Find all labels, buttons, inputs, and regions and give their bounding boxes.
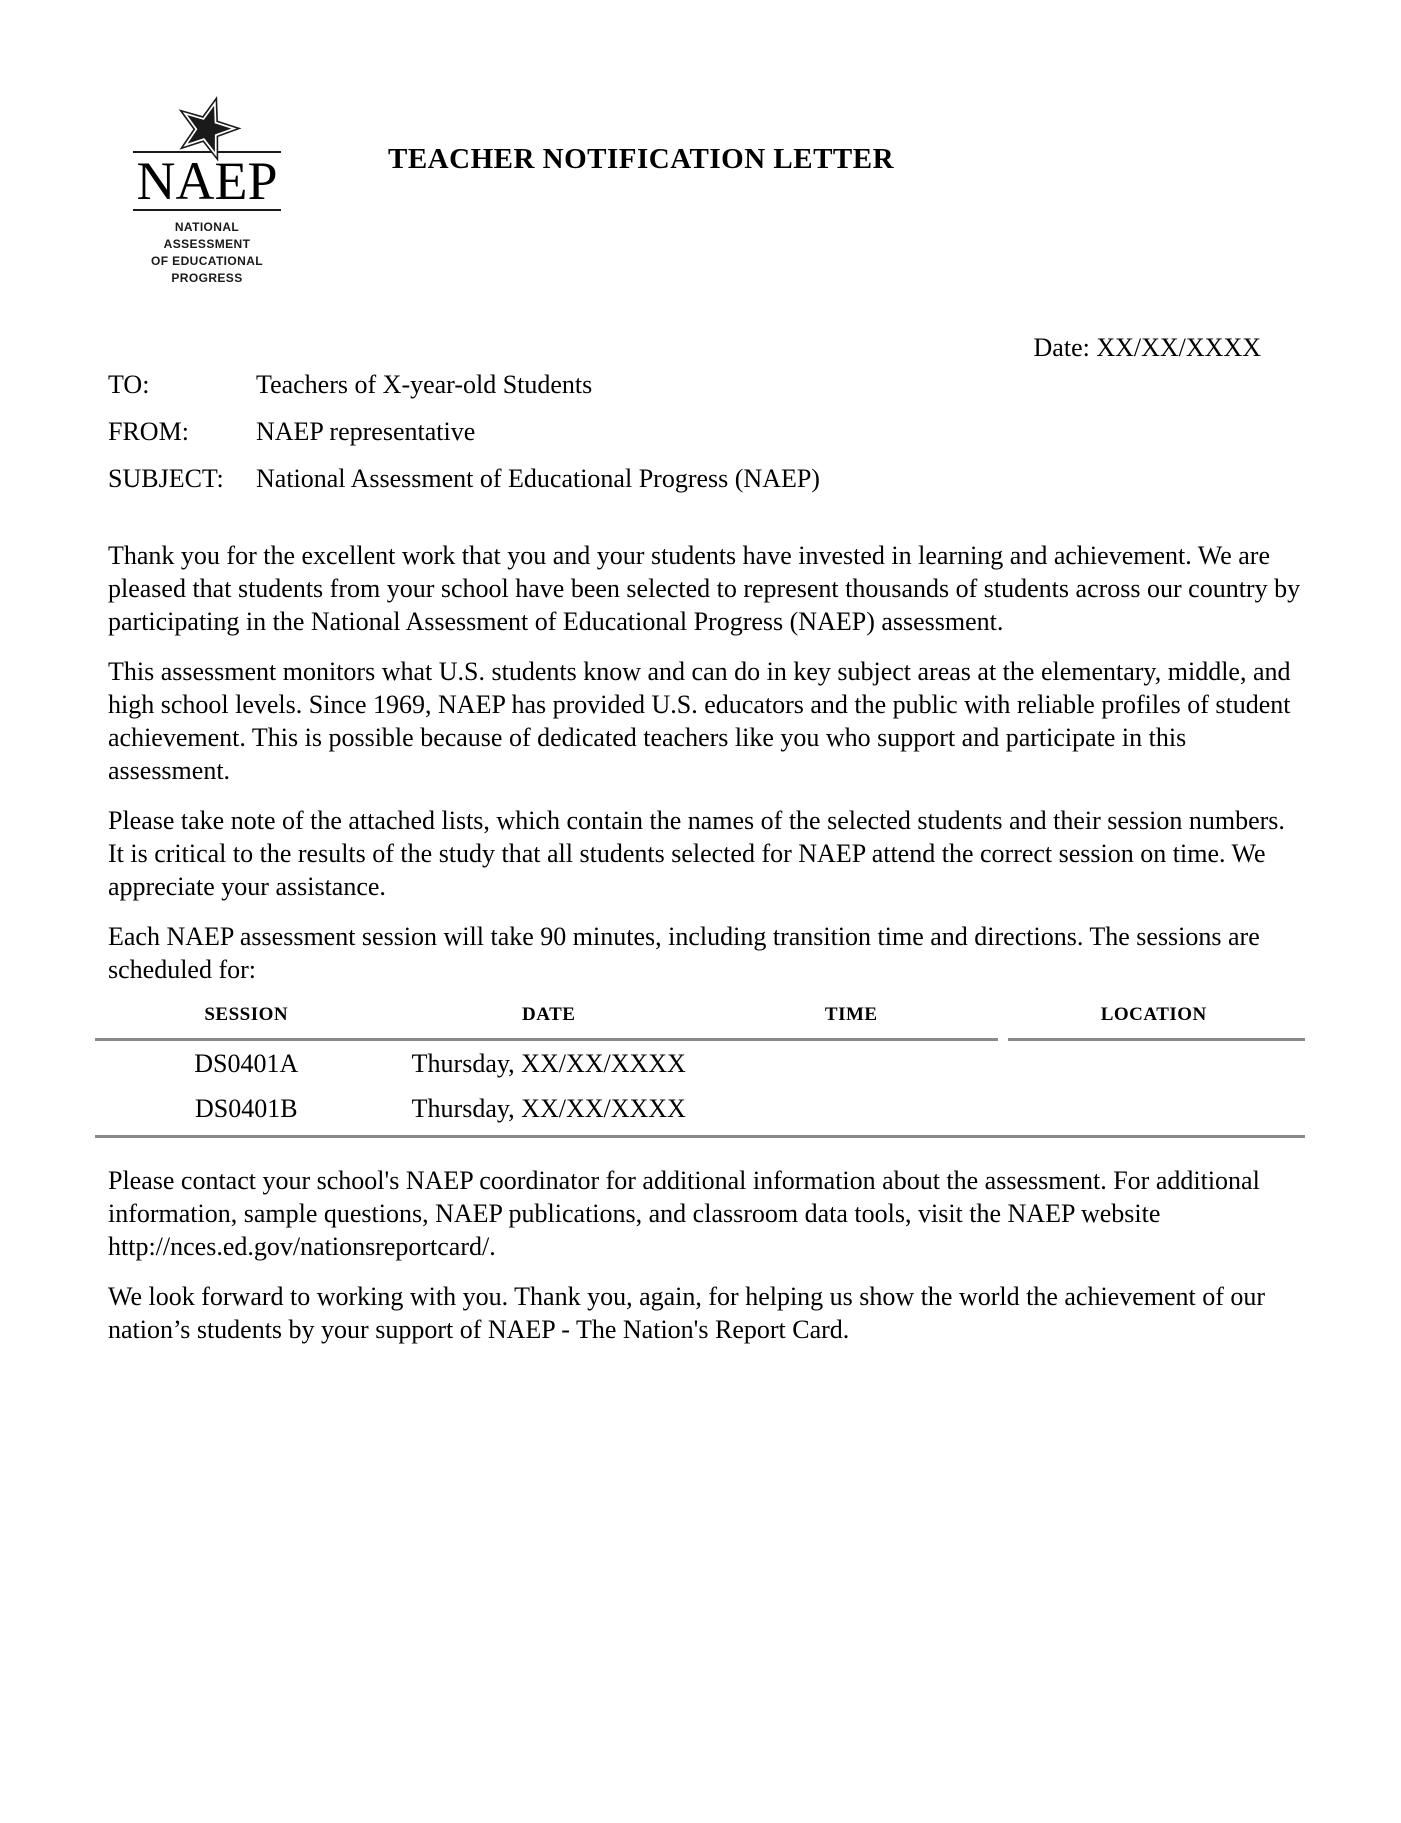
session-b-time: [700, 1086, 1003, 1137]
logo-caption: [133, 219, 281, 287]
column-header-session: SESSION: [95, 1004, 398, 1040]
session-b-location: [1003, 1086, 1306, 1137]
session-b-id: DS0401B: [95, 1086, 398, 1137]
date-line: Date: XX/XX/XXXX: [1033, 333, 1261, 362]
paragraph-contact-coordinator: Please contact your school's NAEP coordinator for additional information about the assessment. For additional information, sample questions, NAEP publications, and classroom data tools, visit the NAEP website http://nces.ed.gov/nationsreportcard/.: [108, 1166, 1260, 1261]
page-title: TEACHER NOTIFICATION LETTER: [388, 143, 895, 175]
table-row-session-b: [95, 1086, 1305, 1137]
session-a-date: Thursday, XX/XX/XXXX: [411, 1049, 686, 1078]
header-rule-gap: [998, 1037, 1008, 1044]
paragraph-assessment-monitors: This assessment monitors what U.S. students know and can do in key subject areas at the elementary, middle, and high school levels. Since 1969, NAEP has provided U.S. educators and the public with reliable profiles of student achievement. This is possible because of dedicated teachers like you who support and participate in this assessment.: [108, 657, 1291, 785]
memo-row-to: [108, 368, 1301, 401]
schedule-table: [95, 1004, 1305, 1138]
schedule-table-header-row: [95, 1004, 1305, 1040]
memo-from-label: FROM:: [108, 417, 189, 446]
memo-header: [108, 368, 1301, 495]
logo-star-wrap: [133, 93, 281, 151]
memo-subject-label: SUBJECT:: [108, 464, 224, 493]
letter-header: [108, 95, 1301, 285]
session-a-time: [700, 1040, 1003, 1087]
logo-acronym: NAEP: [136, 151, 278, 211]
column-header-location: LOCATION: [1003, 1004, 1306, 1040]
memo-from-value: NAEP representative: [256, 417, 476, 446]
column-header-time: TIME: [700, 1004, 1003, 1040]
paragraph-closing: We look forward to working with you. Thank you, again, for helping us show the world the achievement of our nation’s students by your support of NAEP - The Nation's Report Card.: [108, 1282, 1266, 1344]
logo-rule-bottom: [133, 209, 281, 211]
memo-to-label: TO:: [108, 370, 150, 399]
column-header-date: DATE: [398, 1004, 701, 1040]
memo-row-from: [108, 415, 1301, 448]
logo-caption-line-3: PROGRESS: [171, 271, 243, 285]
naep-logo: [133, 93, 281, 287]
paragraph-thank-you: Thank you for the excellent work that you and your students have invested in learning and achievement. We are pleased that students from your school have been selected to represent thousands of students across our country by participating in the National Assessment of Educational Progress (NAEP) assessment.: [108, 541, 1301, 636]
session-a-location: [1003, 1040, 1306, 1087]
paragraph-attached-lists: Please take note of the attached lists, which contain the names of the selected students and their session numbers. It is critical to the results of the study that all students selected for NAEP attend the correct session on time. We appreciate your assistance.: [108, 806, 1285, 901]
session-a-id: DS0401A: [194, 1049, 299, 1078]
logo-caption-line-1: NATIONAL ASSESSMENT: [163, 220, 251, 251]
logo-caption-line-2: OF EDUCATIONAL: [150, 254, 264, 268]
memo-to-value: Teachers of X-year-old Students: [256, 370, 593, 399]
table-row-session-a: [95, 1040, 1305, 1087]
paragraph-session-duration: Each NAEP assessment session will take 90 minutes, including transition time and directions. The sessions are scheduled for:: [108, 922, 1260, 984]
session-b-date: Thursday, XX/XX/XXXX: [398, 1086, 701, 1137]
memo-row-subject: [108, 462, 1301, 495]
memo-subject-value: National Assessment of Educational Progress (NAEP): [256, 464, 820, 493]
